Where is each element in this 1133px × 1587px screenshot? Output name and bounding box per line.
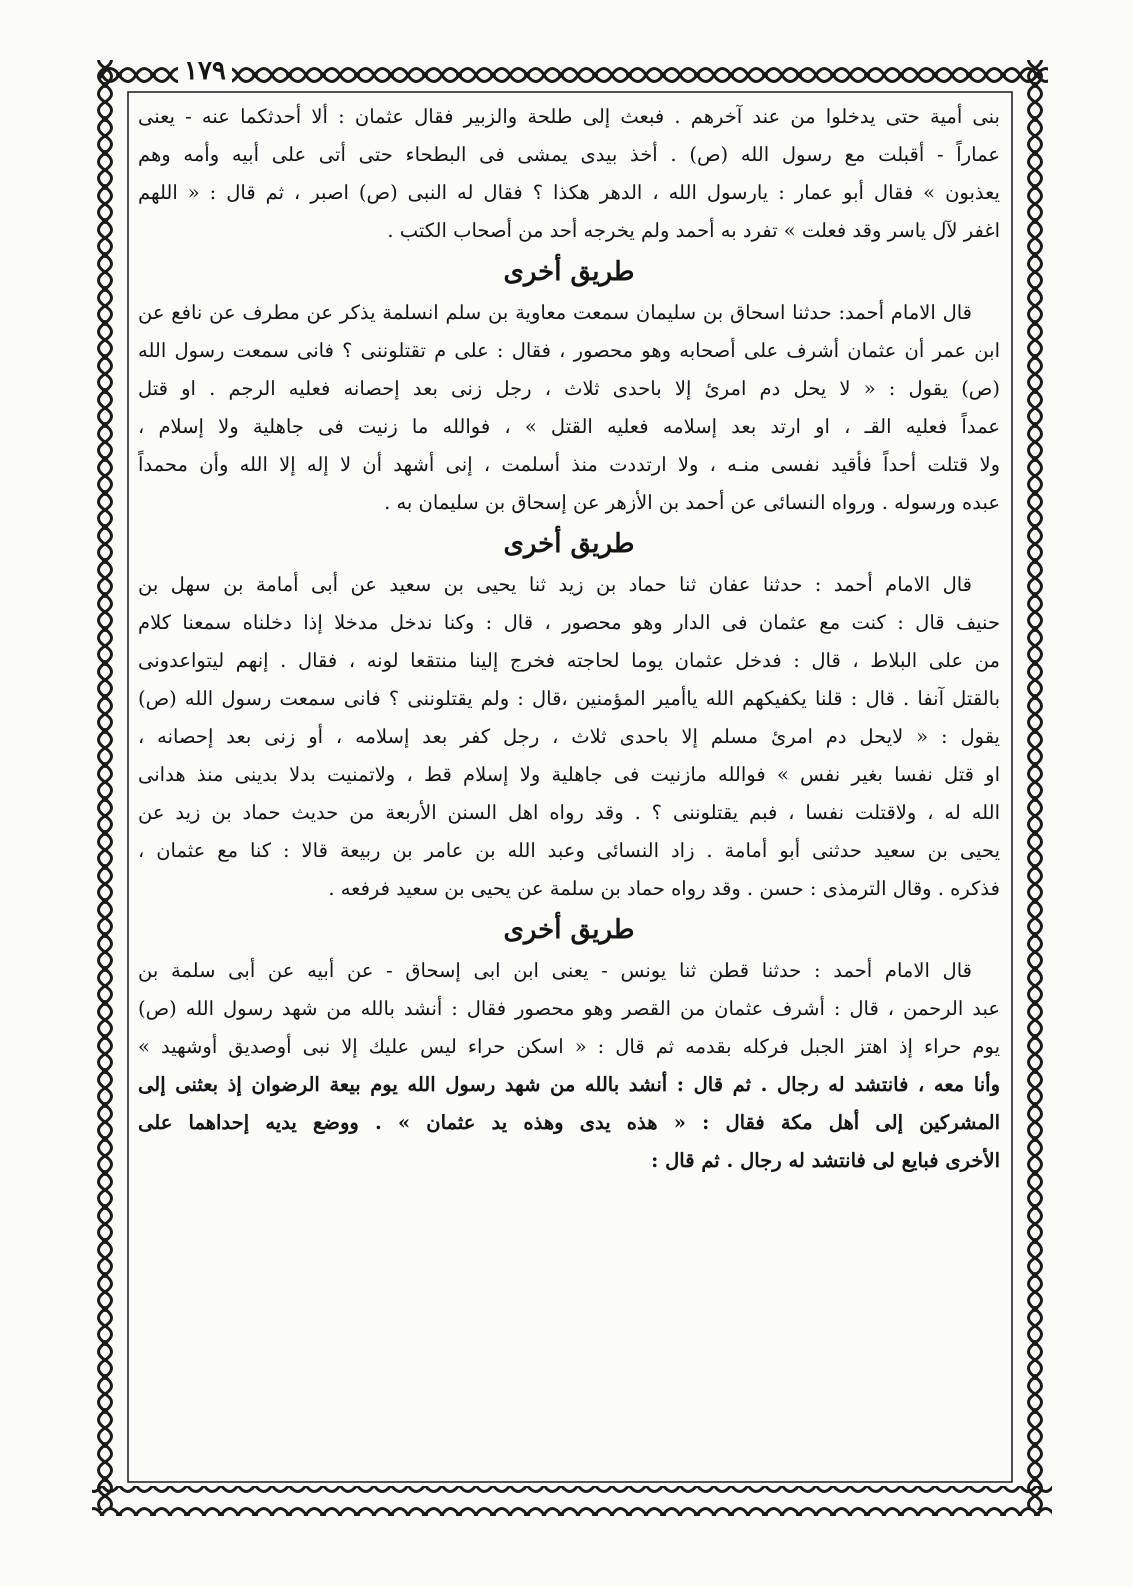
text-line: يقول : « لايحل دم امرئ مسلم إلا باحدى ثلاث ، رجل كفر بعد إسلامه ، أو زنى بعد إحصانه ، [138, 725, 1000, 748]
text-line: بالقتل آنفا . قال : قلنا يكفيكهم الله ياأمير المؤمنين ،قال : ولم يقتلوننى ؟ فانى سمعت رسول الله (ص) [138, 687, 1000, 710]
paragraph [138, 294, 1000, 522]
text-line: فذكره . وقال الترمذى : حسن . وقد رواه حماد بن سلمة عن يحيى بن سعيد فرفعه . [328, 877, 1000, 900]
paragraph [138, 952, 1000, 1180]
text-line: ولا قتلت أحداً فأقيد نفسى منـه ، ولا ارتددت منذ أسلمت ، إنى أشهد أن لا إله إلا الله وأن محمداً [138, 453, 1000, 476]
text-line: او قتل نفسا بغير نفس » فوالله مازنيت فى جاهلية ولا إسلام قط ، ولاتمنيت بدلا بدينى منذ هدانى [138, 763, 1000, 786]
text-line: حنيف قال : كنت مع عثمان فى الدار وهو محصور ، قال : وكنا ندخل مدخلا إذا دخلناه سمعنا كلام [138, 611, 1000, 634]
text-line: يوم حراء إذ اهتز الجبل فركله بقدمه ثم قال : « اسكن حراء ليس عليك إلا نبى أوصديق أوشهيد » [138, 1035, 1000, 1058]
text-line: يحيى بن سعيد حدثنى أبو أمامة . زاد النسائى وعبد الله بن عامر بن ربيعة قالا : كنا مع عثمان ، [138, 839, 1000, 862]
paragraph [138, 566, 1000, 908]
text-line: بنى أمية حتى يدخلوا من عند آخرهم . فبعث إلى طلحة والزبير فقال عثمان : ألا أحدثكما عنه - يعنى [138, 105, 1000, 128]
text-line: ابن عمر أن عثمان أشرف على أصحابه وهو محصور ، فقال : على م تقتلوننى ؟ فانى سمعت رسول الله [138, 339, 1000, 362]
text-line: وأنا معه ، فانتشد له رجال . ثم قال : أنشد بالله من شهد رسول الله يوم بيعة الرضوان إذ بعثنى إلى [138, 1073, 1000, 1096]
text-line: الله له ، ولاقتلت نفسا ، فبم يقتلوننى ؟ . وقد رواه اهل السنن الأربعة من حديث حماد بن زيد عن [138, 801, 1000, 824]
text-line: يعذبون » فقال أبو عمار : يارسول الله ، الدهر هكذا ؟ فقال له النبى (ص) اصبر ، ثم قال : « اللهم [138, 181, 1000, 204]
text-line: قال الامام أحمد : حدثنا قطن ثنا يونس - يعنى ابن ابى إسحاق - عن أبيه عن أبى سلمة بن [138, 959, 972, 982]
text-line: عماراً - أقبلت مع رسول الله (ص) . أخذ بيدى يمشى فى البطحاء حتى أتى على أبيه وأمه وهم [138, 143, 1000, 166]
text-line: عبد الرحمن ، قال : أشرف عثمان من القصر وهو محصور فقال : أنشد بالله من شهد رسول الله (ص) [138, 997, 1000, 1020]
text-line: عمداً فعليه القـ ، او ارتد بعد إسلامه فعليه القتل » ، فوالله ما زنيت فى جاهلية ولا إسلام ، [138, 415, 1000, 438]
text-line: اغفر لآل ياسر وقد فعلت » تفرد به أحمد ولم يخرجه أحد من أصحاب الكتب . [387, 219, 1000, 242]
text-line: عبده ورسوله . ورواه النسائى عن أحمد بن الأزهر عن إسحاق بن سليمان به . [384, 491, 1000, 514]
section-heading: طريق أخرى [503, 915, 635, 945]
text-line: قال الامام أحمد : حدثنا عفان ثنا حماد بن زيد ثنا يحيى بن سعيد عن أبى أمامة بن سهل بن [138, 573, 972, 596]
section-heading: طريق أخرى [503, 257, 635, 287]
text-line: المشركين إلى أهل مكة فقال : « هذه يدى وهذه يد عثمان » . ووضع يديه إحداهما على [138, 1111, 1000, 1134]
text-line: من على البلاط ، قال : فدخل عثمان يوما لحاجته فخرج إلينا منتقعا لونه ، فقال . إنهم ليتواعدونى [138, 649, 1000, 672]
page-number: ١٧٩ [178, 56, 232, 86]
text-line: (ص) يقول : « لا يحل دم امرئ إلا باحدى ثلاث ، رجل زنى بعد إحصانه فعليه الرجم . او قتل [138, 377, 1000, 400]
paragraph [138, 98, 1000, 250]
section-heading: طريق أخرى [503, 529, 635, 559]
text-line: قال الامام أحمد: حدثنا اسحاق بن سليمان سمعت معاوية بن سلم انسلمة يذكر عن مطرف عن نافع عن [138, 301, 972, 324]
text-line: الأخرى فبايع لى فانتشد له رجال . ثم قال : [651, 1149, 1000, 1172]
page-content [138, 98, 1000, 1476]
